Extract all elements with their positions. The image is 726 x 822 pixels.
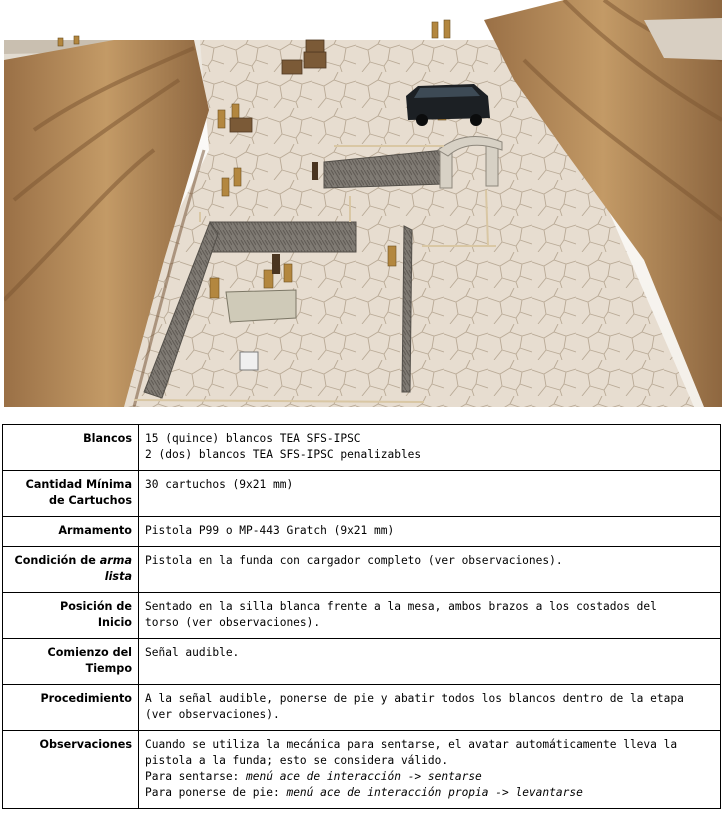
value-line: 15 (quince) blancos TEA SFS-IPSC — [145, 432, 361, 445]
label-line: Comienzo del — [47, 646, 132, 659]
label-text: Condición de — [14, 554, 100, 567]
value-line: 2 (dos) blancos TEA SFS-IPSC penalizables — [145, 448, 422, 461]
table-row — [3, 425, 721, 471]
table-row — [3, 547, 721, 593]
row-value-procedimiento — [139, 685, 721, 731]
value-line: Señal audible. — [145, 646, 240, 659]
row-value-posicion — [139, 593, 721, 639]
table-row — [3, 685, 721, 731]
value-line: (ver observaciones). — [145, 708, 280, 721]
table-row — [3, 471, 721, 517]
sit-instruction-label: Para sentarse: — [145, 770, 247, 783]
row-label-observaciones: Observaciones — [3, 731, 139, 809]
row-value-condicion — [139, 547, 721, 593]
label-line: de Cartuchos — [48, 494, 132, 507]
stand-instruction-label: Para ponerse de pie: — [145, 786, 287, 799]
value-line: Pistola P99 o MP-443 Gratch (9x21 mm) — [145, 524, 395, 537]
row-label-cartuchos — [3, 471, 139, 517]
stage-briefing-table — [2, 424, 721, 809]
label-line: Tiempo — [85, 662, 132, 675]
value-line: 30 cartuchos (9x21 mm) — [145, 478, 294, 491]
row-value-cartuchos — [139, 471, 721, 517]
value-line: torso (ver observaciones). — [145, 616, 321, 629]
value-line: pistola a la funda; esto se considera válido. — [145, 754, 449, 767]
row-label-posicion — [3, 593, 139, 639]
value-line: Sentado en la silla blanca frente a la mesa, ambos brazos a los costados del — [145, 600, 657, 613]
label-line: Posición de — [60, 600, 132, 613]
row-label-procedimiento: Procedimiento — [3, 685, 139, 731]
stage-overview-image — [4, 0, 722, 407]
table-row — [3, 517, 721, 547]
value-line: Cuando se utiliza la mecánica para sentarse, el avatar automáticamente lleva la — [145, 738, 678, 751]
value-line: Pistola en la funda con cargador completo (ver observaciones). — [145, 554, 563, 567]
row-value-comienzo — [139, 639, 721, 685]
table-row — [3, 639, 721, 685]
stand-instruction-path: menú ace de interacción propia -> levantarse — [286, 786, 583, 799]
label-italic: arma — [99, 554, 132, 567]
label-italic: lista — [104, 570, 132, 583]
value-line: A la señal audible, ponerse de pie y abatir todos los blancos dentro de la etapa — [145, 692, 684, 705]
label-line: Cantidad Mínima — [25, 478, 132, 491]
row-value-observaciones — [139, 731, 721, 809]
row-value-blancos — [139, 425, 721, 471]
table-row — [3, 593, 721, 639]
row-label-blancos: Blancos — [3, 425, 139, 471]
sit-instruction-path: menú ace de interacción -> sentarse — [246, 770, 482, 783]
row-label-condicion — [3, 547, 139, 593]
row-label-comienzo — [3, 639, 139, 685]
table-row — [3, 731, 721, 809]
row-label-armamento: Armamento — [3, 517, 139, 547]
row-value-armamento — [139, 517, 721, 547]
label-line: Inicio — [97, 616, 132, 629]
